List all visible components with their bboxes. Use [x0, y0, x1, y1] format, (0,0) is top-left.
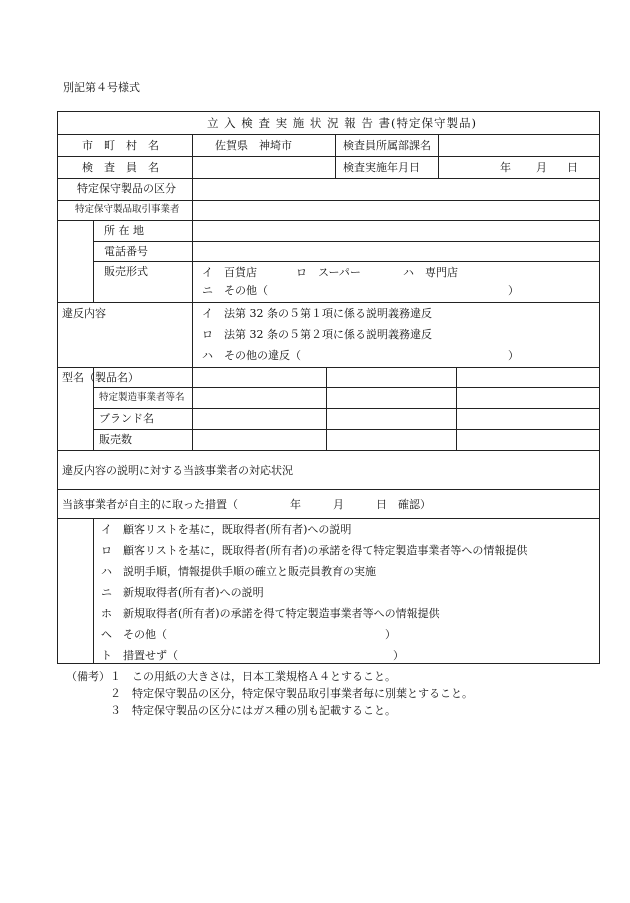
violation-item-1[interactable]: イ 法第 32 条の５第１項に係る説明義務違反 [202, 307, 432, 320]
manufacturer-label: 特定製造事業者等名 [99, 392, 185, 403]
note-2: ２ 特定保守製品の区分，特定保守製品取引事業者毎に別葉とすること。 [110, 687, 473, 700]
measure-item-ho[interactable]: ホ 新規取得者(所有者)の承諾を得て特定製造事業者等への情報提供 [101, 607, 440, 620]
violation-item-3[interactable]: ハ その他の違反（ [202, 349, 301, 362]
inspection-date-label: 検査実施年月日 [343, 161, 420, 174]
inspector-name-label: 検 査 員 名 [82, 161, 159, 174]
date-year-label: 年 [500, 161, 511, 174]
inspector-dept-field[interactable] [441, 138, 596, 152]
sales-form-label: 販売形式 [104, 265, 148, 278]
notes-prefix: （備考） [66, 670, 110, 683]
form-title: 立 入 検 査 実 施 状 況 報 告 書(特定保守製品) [207, 116, 478, 130]
product-category-label: 特定保守製品の区分 [77, 182, 176, 195]
violation-label: 違反内容 [62, 307, 106, 320]
measures-label: 当該事業者が自主的に取った措置（ [62, 498, 238, 511]
note-3: ３ 特定保守製品の区分にはガス種の別も記載すること。 [110, 704, 396, 717]
measures-year: 年 [290, 498, 301, 511]
model-label: 型名（製品名） [62, 371, 139, 384]
violation-item-2[interactable]: ロ 法第 32 条の５第２項に係る説明義務違反 [202, 328, 432, 341]
sales-count-label: 販売数 [99, 433, 132, 446]
product-category-field[interactable] [196, 182, 596, 196]
sales-form-other[interactable]: ニ その他（ [202, 284, 268, 297]
response-status-label: 違反内容の説明に対する当該事業者の対応状況 [62, 464, 293, 477]
measure-item-to[interactable]: ト 措置せず（ [101, 649, 178, 662]
inspector-name-field[interactable] [196, 160, 332, 174]
municipality-value: 佐賀県 神埼市 [215, 139, 292, 152]
address-field[interactable] [196, 224, 596, 238]
brand-label: ブランド名 [99, 412, 154, 425]
form-number: 別記第４号様式 [63, 81, 140, 94]
phone-field[interactable] [196, 245, 596, 259]
date-day-label: 日 [567, 161, 578, 174]
municipality-label: 市 町 村 名 [82, 139, 159, 152]
inspector-dept-label: 検査員所属部課名 [343, 139, 431, 152]
date-month-label: 月 [536, 161, 547, 174]
note-1: １ この用紙の大きさは，日本工業規格Ａ４とすること。 [110, 670, 396, 683]
sales-form-department-store[interactable]: イ 百貨店 [202, 266, 257, 279]
measure-item-he-close: ） [385, 628, 396, 641]
measure-item-i[interactable]: イ 顧客リストを基に，既取得者(所有者)への説明 [101, 523, 352, 536]
measure-item-ha[interactable]: ハ 説明手順，情報提供手順の確立と販売員教育の実施 [101, 565, 376, 578]
address-label: 所 在 地 [104, 224, 144, 237]
measure-item-ro[interactable]: ロ 顧客リストを基に，既取得者(所有者)の承諾を得て特定製造事業者等への情報提供 [101, 544, 528, 557]
measures-month: 月 [333, 498, 344, 511]
sales-form-supermarket[interactable]: ロ スーパー [296, 266, 361, 279]
business-operator-label: 特定保守製品取引事業者 [75, 204, 180, 215]
sales-form-specialty-store[interactable]: ハ 専門店 [403, 266, 458, 279]
measure-item-to-close: ） [393, 649, 404, 662]
measure-item-he[interactable]: ヘ その他（ [101, 628, 167, 641]
violation-item-3-close: ） [508, 349, 519, 362]
phone-label: 電話番号 [104, 245, 148, 258]
sales-form-other-close: ） [508, 284, 519, 297]
business-operator-field[interactable] [196, 203, 596, 217]
measure-item-ni[interactable]: ニ 新規取得者(所有者)への説明 [101, 586, 264, 599]
measures-day-confirm: 日 確認） [376, 498, 431, 511]
